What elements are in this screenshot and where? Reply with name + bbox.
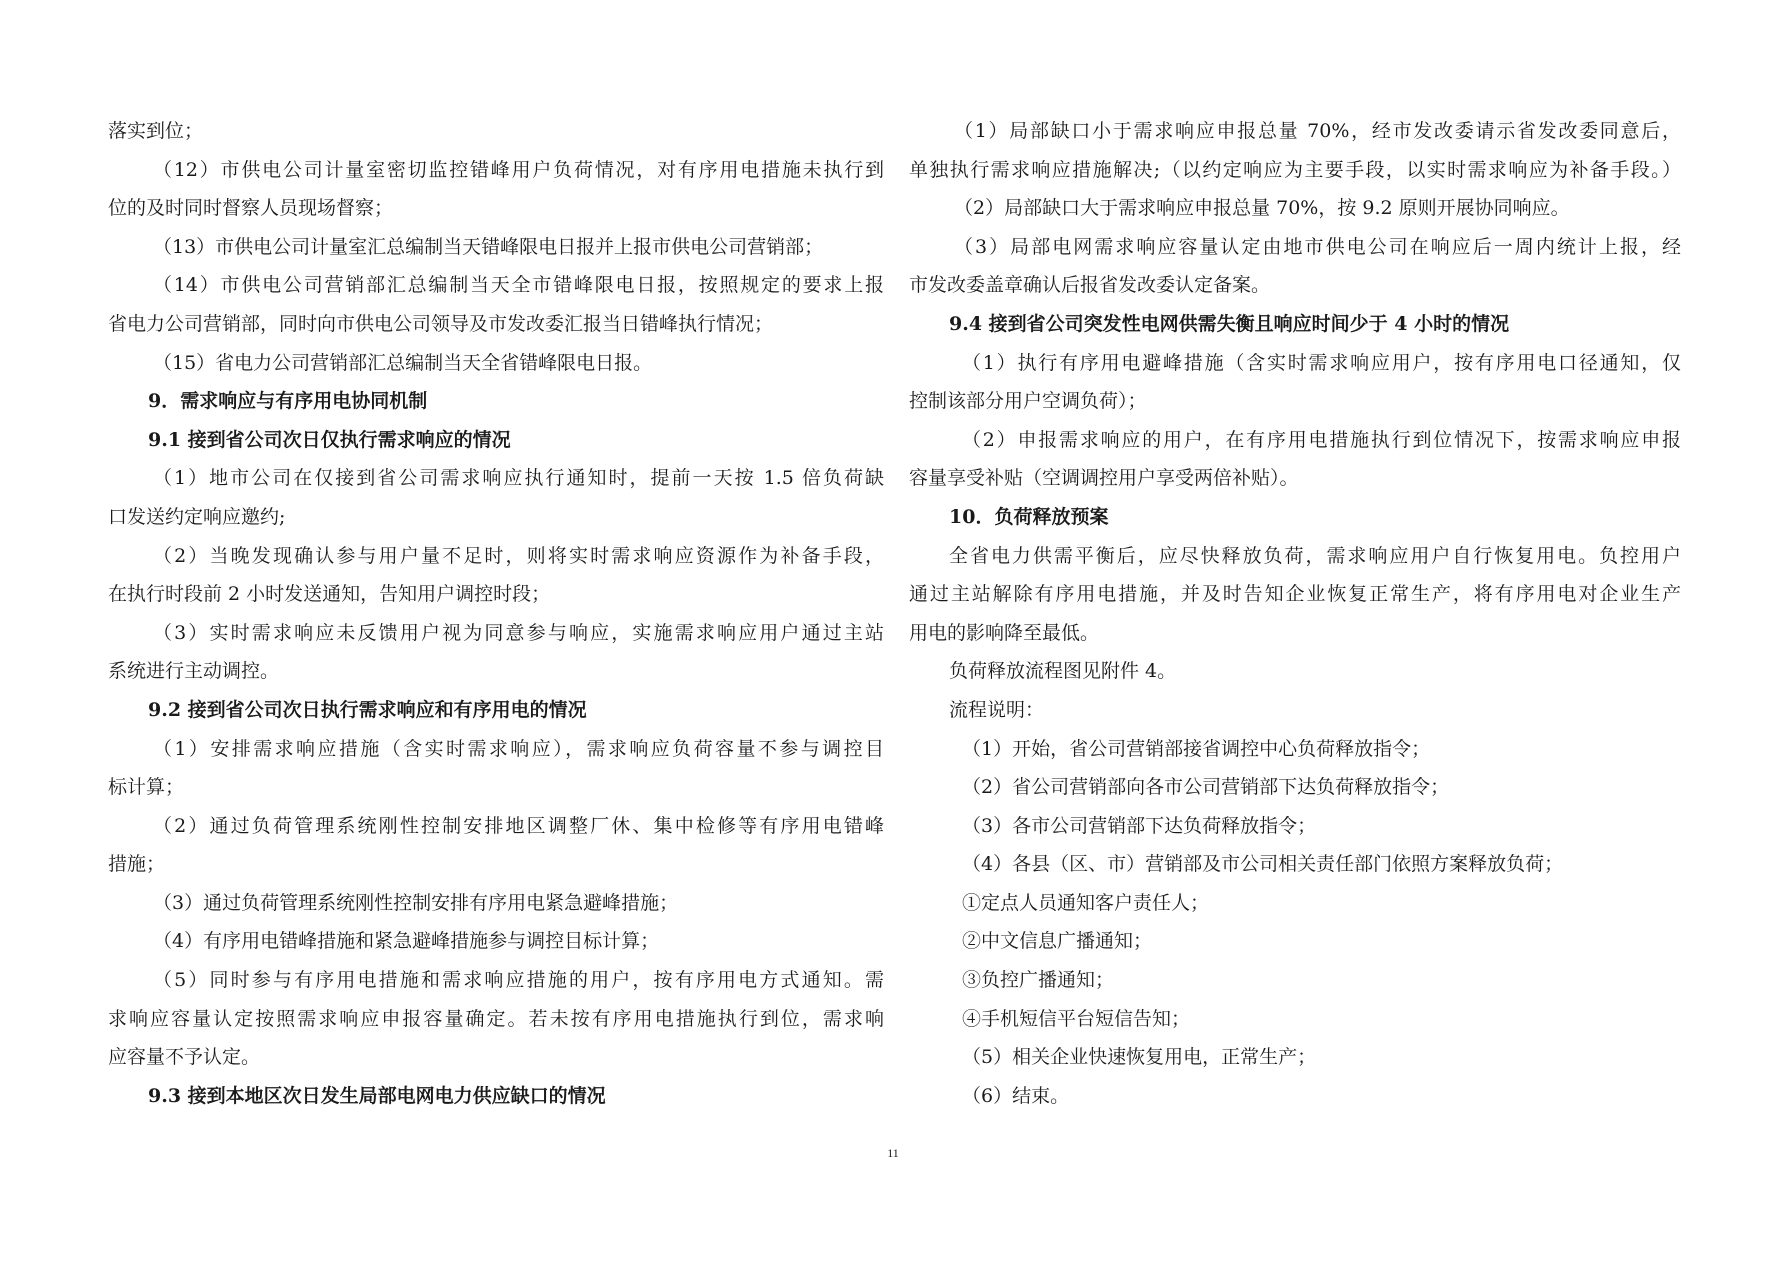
left-column-line: 9．需求响应与有序用电协同机制 (148, 390, 428, 413)
left-column-line: 9.2 接到省公司次日执行需求响应和有序用电的情况 (148, 698, 587, 721)
right-column-line: （1）局部缺口小于需求响应申报总量 70%，经市发改委请示省发改委同意后， (954, 120, 1681, 142)
right-column-line: 通过主站解除有序用电措施，并及时告知企业恢复正常生产，将有序用电对企业生产 (909, 583, 1681, 606)
right-column-line: 用电的影响降至最低。 (909, 621, 1100, 644)
right-column-line: ②中文信息广播通知； (962, 930, 1153, 953)
left-column-line: 位的及时同时督察人员现场督察； (108, 197, 394, 220)
right-column-line: （6）结束。 (962, 1084, 1070, 1107)
right-column-line: 单独执行需求响应措施解决;（以约定响应为主要手段，以实时需求响应为补备手段。） (909, 158, 1681, 181)
right-column-line: 全省电力供需平衡后，应尽快释放负荷，需求响应用户自行恢复用电。负控用户 (949, 544, 1681, 567)
left-column-line: （15）省电力公司营销部汇总编制当天全省错峰限电日报。 (153, 351, 653, 374)
right-column-line: 容量享受补贴（空调调控用户享受两倍补贴）。 (909, 467, 1299, 490)
right-column-line: （3）局部电网需求响应容量认定由地市供电公司在响应后一周内统计上报，经 (954, 235, 1681, 258)
right-column-line: ③负控广播通知； (962, 969, 1115, 992)
right-column-line: （2）局部缺口大于需求响应申报总量 70%，按 9.2 原则开展协同响应。 (954, 197, 1570, 220)
right-column-line: 10．负荷释放预案 (949, 505, 1109, 528)
right-column-line: （4）各县（区、市）营销部及市公司相关责任部门依照方案释放负荷； (962, 853, 1564, 876)
right-column-line: （2）申报需求响应的用户，在有序用电措施执行到位情况下，按需求响应申报 (962, 428, 1681, 451)
right-column-line: 控制该部分用户空调负荷）； (909, 390, 1147, 413)
left-column-line: （14）市供电公司营销部汇总编制当天全市错峰限电日报，按照规定的要求上报 (153, 274, 884, 297)
left-column-line: 9.3 接到本地区次日发生局部电网电力供应缺口的情况 (148, 1084, 606, 1107)
left-column-line: （1）安排需求响应措施（含实时需求响应），需求响应负荷容量不参与调控目 (153, 737, 884, 760)
left-column-line: 标计算； (108, 776, 185, 799)
right-column-line: ④手机短信平台短信告知； (962, 1007, 1191, 1030)
right-column-line: （1）开始，省公司营销部接省调控中心负荷释放指令； (962, 737, 1431, 760)
left-column-line: （2）通过负荷管理系统刚性控制安排地区调整厂休、集中检修等有序用电错峰 (153, 814, 884, 837)
page-number: 11 (887, 1146, 899, 1160)
left-column-line: 系统进行主动调控。 (108, 660, 280, 683)
left-column-line: （2）当晚发现确认参与用户量不足时，则将实时需求响应资源作为补备手段， (153, 544, 884, 567)
left-column-line: （3）通过负荷管理系统刚性控制安排有序用电紧急避峰措施； (153, 891, 679, 914)
left-column-line: 9.1 接到省公司次日仅执行需求响应的情况 (148, 428, 511, 451)
right-column-line: 市发改委盖章确认后报省发改委认定备案。 (909, 274, 1271, 297)
left-column-line: 应容量不予认定。 (108, 1046, 261, 1069)
left-column-line: 求响应容量认定按照需求响应申报容量确定。若未按有序用电措施执行到位，需求响 (108, 1007, 884, 1030)
right-column-line: ①定点人员通知客户责任人； (962, 891, 1210, 914)
right-column-line: 负荷释放流程图见附件 4。 (949, 660, 1177, 683)
right-column-line: 9.4 接到省公司突发性电网供需失衡且响应时间少于 4 小时的情况 (949, 312, 1510, 335)
right-column-line: （3）各市公司营销部下达负荷释放指令； (962, 814, 1317, 837)
left-column-line: （3）实时需求响应未反馈用户视为同意参与响应，实施需求响应用户通过主站 (153, 621, 884, 644)
left-column-line: （5）同时参与有序用电措施和需求响应措施的用户，按有序用电方式通知。需 (153, 969, 884, 992)
right-column (909, 112, 1681, 1115)
right-column-line: （2）省公司营销部向各市公司营销部下达负荷释放指令； (962, 776, 1450, 799)
left-column-line: （1）地市公司在仅接到省公司需求响应执行通知时，提前一天按 1.5 倍负荷缺 (153, 467, 884, 490)
left-column-line: 省电力公司营销部，同时向市供电公司领导及市发改委汇报当日错峰执行情况； (108, 312, 774, 335)
left-column-line: 落实到位； (108, 120, 204, 142)
left-column-line: 措施； (108, 853, 166, 876)
left-column-line: （4）有序用电错峰措施和紧急避峰措施参与调控目标计算； (153, 930, 660, 953)
left-column (108, 112, 884, 1115)
right-column-line: （1）执行有序用电避峰措施（含实时需求响应用户，按有序用电口径通知，仅 (962, 351, 1681, 374)
left-column-line: （13）市供电公司计量室汇总编制当天错峰限电日报并上报市供电公司营销部； (153, 235, 824, 258)
left-column-line: 在执行时段前 2 小时发送通知，告知用户调控时段； (108, 583, 551, 606)
left-column-line: （12）市供电公司计量室密切监控错峰用户负荷情况，对有序用电措施未执行到 (153, 158, 884, 181)
right-column-line: （5）相关企业快速恢复用电，正常生产； (962, 1046, 1317, 1069)
left-column-line: 口发送约定响应邀约; (108, 505, 286, 528)
right-column-line: 流程说明： (949, 698, 1045, 721)
